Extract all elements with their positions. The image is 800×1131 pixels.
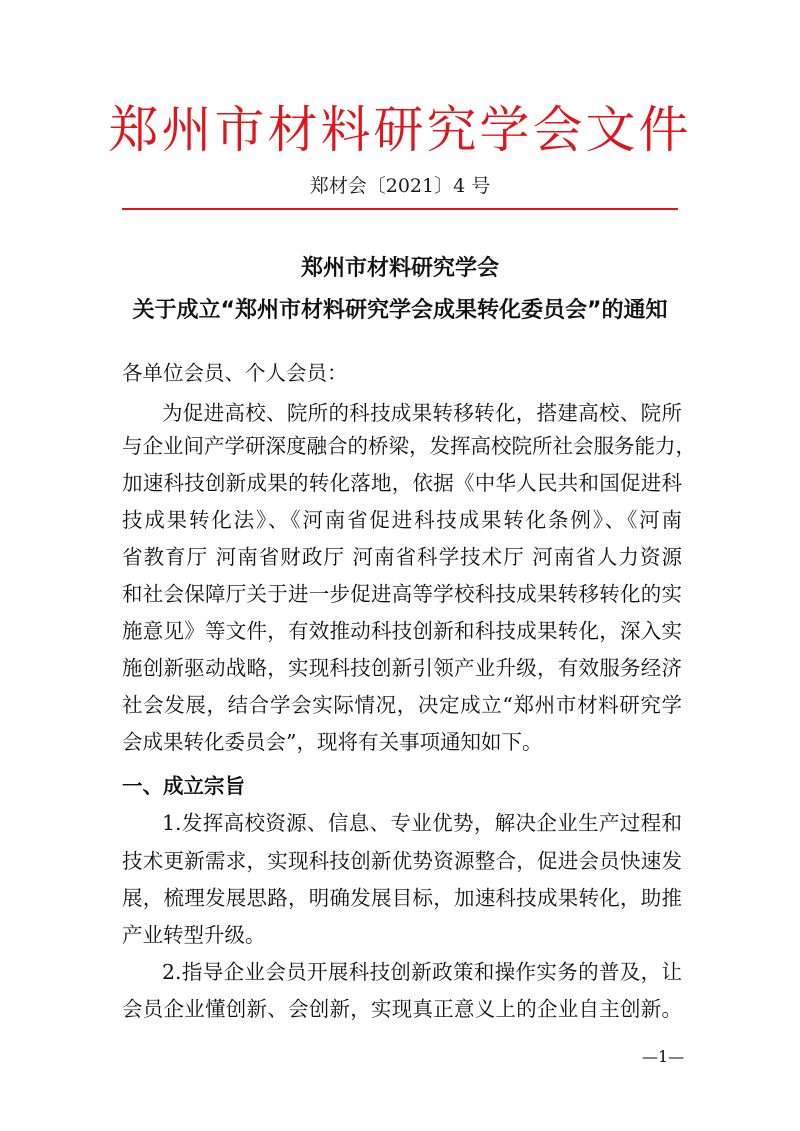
intro-line: 施意见》等文件，有效推动科技创新和科技成果转化，深入实 xyxy=(122,619,682,643)
item-line: 会员企业懂创新、会创新，实现真正意义上的企业自主创新。 xyxy=(122,997,682,1021)
intro-line: 技成果转化法》、《河南省促进科技成果转化条例》、《河南 xyxy=(122,508,682,532)
red-divider-line xyxy=(122,208,678,210)
intro-line: 省教育厅 河南省财政厅 河南省科学技术厅 河南省人力资源 xyxy=(122,545,682,569)
intro-line: 和社会保障厅关于进一步促进高等学校科技成果转移转化的实 xyxy=(122,582,682,606)
intro-line: 加速科技创新成果的转化落地，依据《中华人民共和国促进科 xyxy=(122,471,682,495)
org-header-title: 郑州市材料研究学会文件 xyxy=(108,101,692,159)
intro-line: 与企业间产学研深度融合的桥梁，发挥高校院所社会服务能力， xyxy=(122,434,696,458)
intro-line: 社会发展，结合学会实际情况，决定成立“郑州市材料研究学 xyxy=(122,693,682,717)
notice-title-line-1: 郑州市材料研究学会 xyxy=(300,256,499,281)
intro-line: 会成果转化委员会”，现将有关事项通知如下。 xyxy=(122,730,543,754)
page-number: —1— xyxy=(642,1047,685,1066)
item-line: 技术更新需求，实现科技创新优势资源整合，促进会员快速发 xyxy=(122,849,682,873)
item-line: 2.指导企业会员开展科技创新政策和操作实务的普及，让 xyxy=(162,960,682,984)
item-line: 展，梳理发展思路，明确发展目标，加速科技成果转化，助推 xyxy=(122,886,682,910)
notice-title-line-2: 关于成立“郑州市材料研究学会成果转化委员会”的通知 xyxy=(132,298,668,323)
intro-line: 为促进高校、院所的科技成果转移转化，搭建高校、院所 xyxy=(162,401,682,425)
intro-line: 施创新驱动战略，实现科技创新引领产业升级，有效服务经济 xyxy=(122,656,682,680)
section-heading: 一、成立宗旨 xyxy=(122,774,245,798)
item-line: 产业转型升级。 xyxy=(122,923,266,947)
salutation: 各单位会员、个人会员： xyxy=(122,361,348,385)
document-number: 郑材会〔2021〕4 号 xyxy=(309,175,491,197)
item-line: 1.发挥高校资源、信息、专业优势，解决企业生产过程和 xyxy=(162,811,682,835)
